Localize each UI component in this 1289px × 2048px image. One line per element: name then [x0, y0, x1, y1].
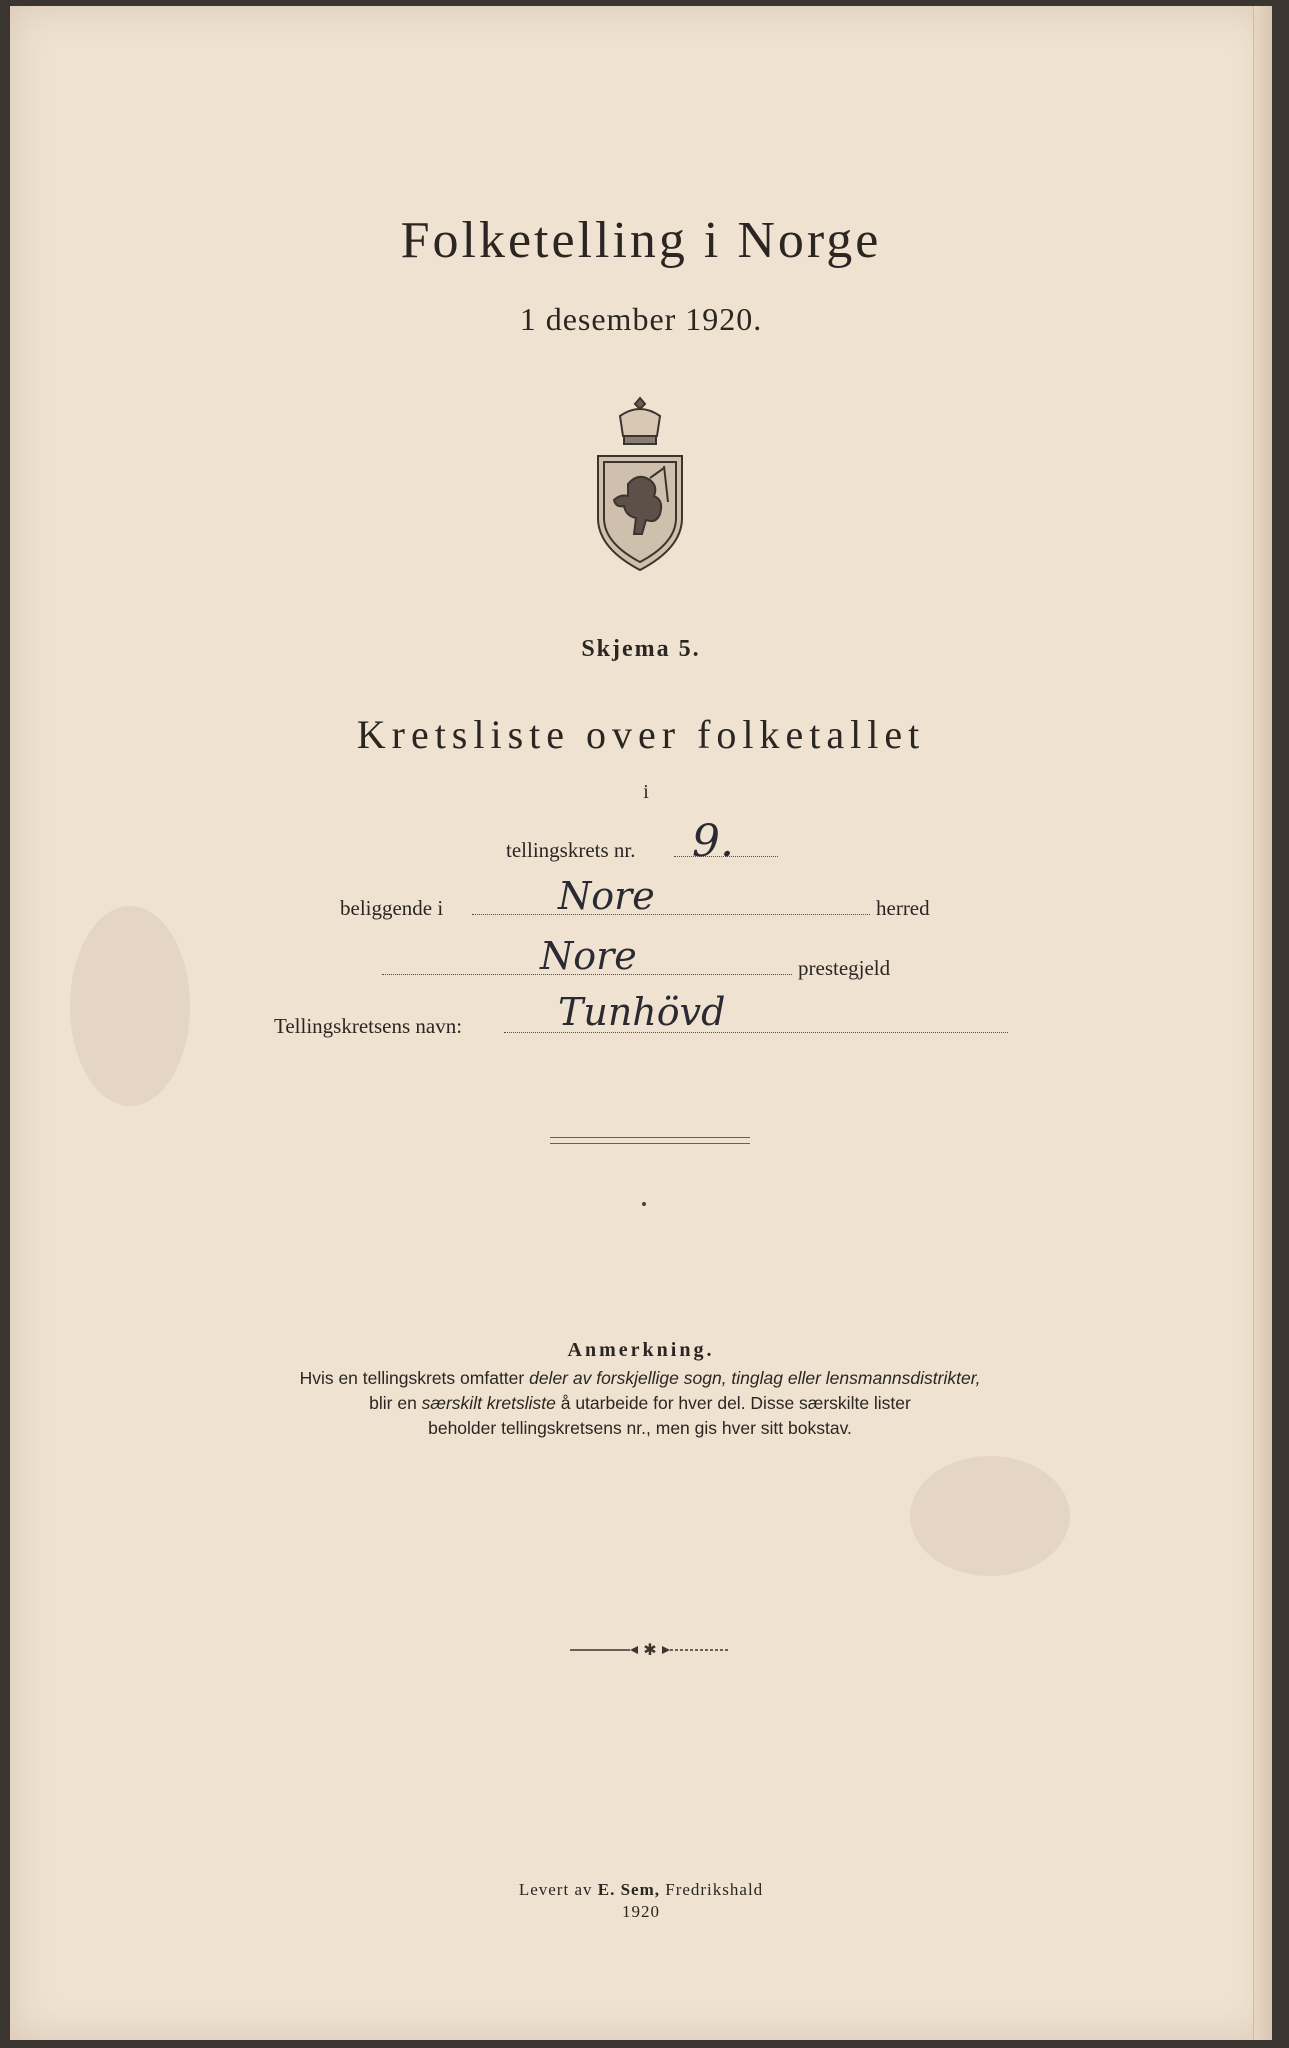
form-heading: Kretsliste over folketallet: [356, 712, 926, 757]
ink-dot: [642, 1202, 646, 1206]
printer-credit: [10, 1880, 1272, 1900]
census-form-page: [10, 6, 1272, 2040]
remark-line-2: [190, 1391, 1090, 1416]
beliggende-line: [472, 914, 870, 915]
printer-name: E. Sem,: [597, 1880, 660, 1899]
schema-number: Skjema 5.: [581, 636, 701, 662]
remark-text: [190, 1366, 1090, 1441]
prestegjeld-value: Nore: [540, 934, 637, 978]
preposition: i: [643, 781, 649, 803]
remark-line-1-b: deler av forskjellige sogn, tinglag eller lensmannsdistrikter,: [529, 1368, 981, 1388]
svg-text:✱: ✱: [643, 1642, 657, 1658]
remark-line-1: [190, 1366, 1090, 1391]
remark-line-2-b: særskilt kretsliste: [421, 1393, 556, 1413]
document-title: Folketelling i Norge: [400, 212, 882, 269]
norwegian-coat-of-arms-icon: [590, 394, 690, 572]
beliggende-value: Nore: [558, 874, 655, 918]
printer-year: 1920: [622, 1902, 660, 1921]
printer-prefix: Levert av: [518, 1880, 598, 1899]
tellingskrets-value: 9.: [692, 816, 734, 867]
printer-city: Fredrikshald: [659, 1880, 764, 1899]
remark-line-3: beholder tellingskretsens nr., men gis hver sitt bokstav.: [428, 1418, 852, 1438]
divider-rule: [550, 1137, 750, 1144]
remark-line-2-a: blir en: [369, 1393, 422, 1413]
beliggende-label: beliggende i: [340, 896, 444, 920]
remark-title: Anmerkning.: [567, 1339, 715, 1361]
paper-stain: [70, 906, 190, 1106]
remark-line-2-c: å utarbeide for hver del. Disse særskilte lister: [555, 1393, 911, 1413]
prestegjeld-label: prestegjeld: [798, 956, 891, 980]
census-date: 1 desember 1920.: [519, 301, 763, 337]
ornament-divider-icon: [570, 1642, 730, 1658]
remark-line-1-a: Hvis en tellingskrets omfatter: [299, 1368, 530, 1388]
navn-value: Tunhövd: [558, 990, 726, 1034]
navn-label: Tellingskretsens navn:: [274, 1014, 463, 1038]
herred-label: herred: [876, 896, 930, 920]
tellingskrets-label: tellingskrets nr.: [506, 838, 636, 862]
paper-stain: [910, 1456, 1070, 1576]
